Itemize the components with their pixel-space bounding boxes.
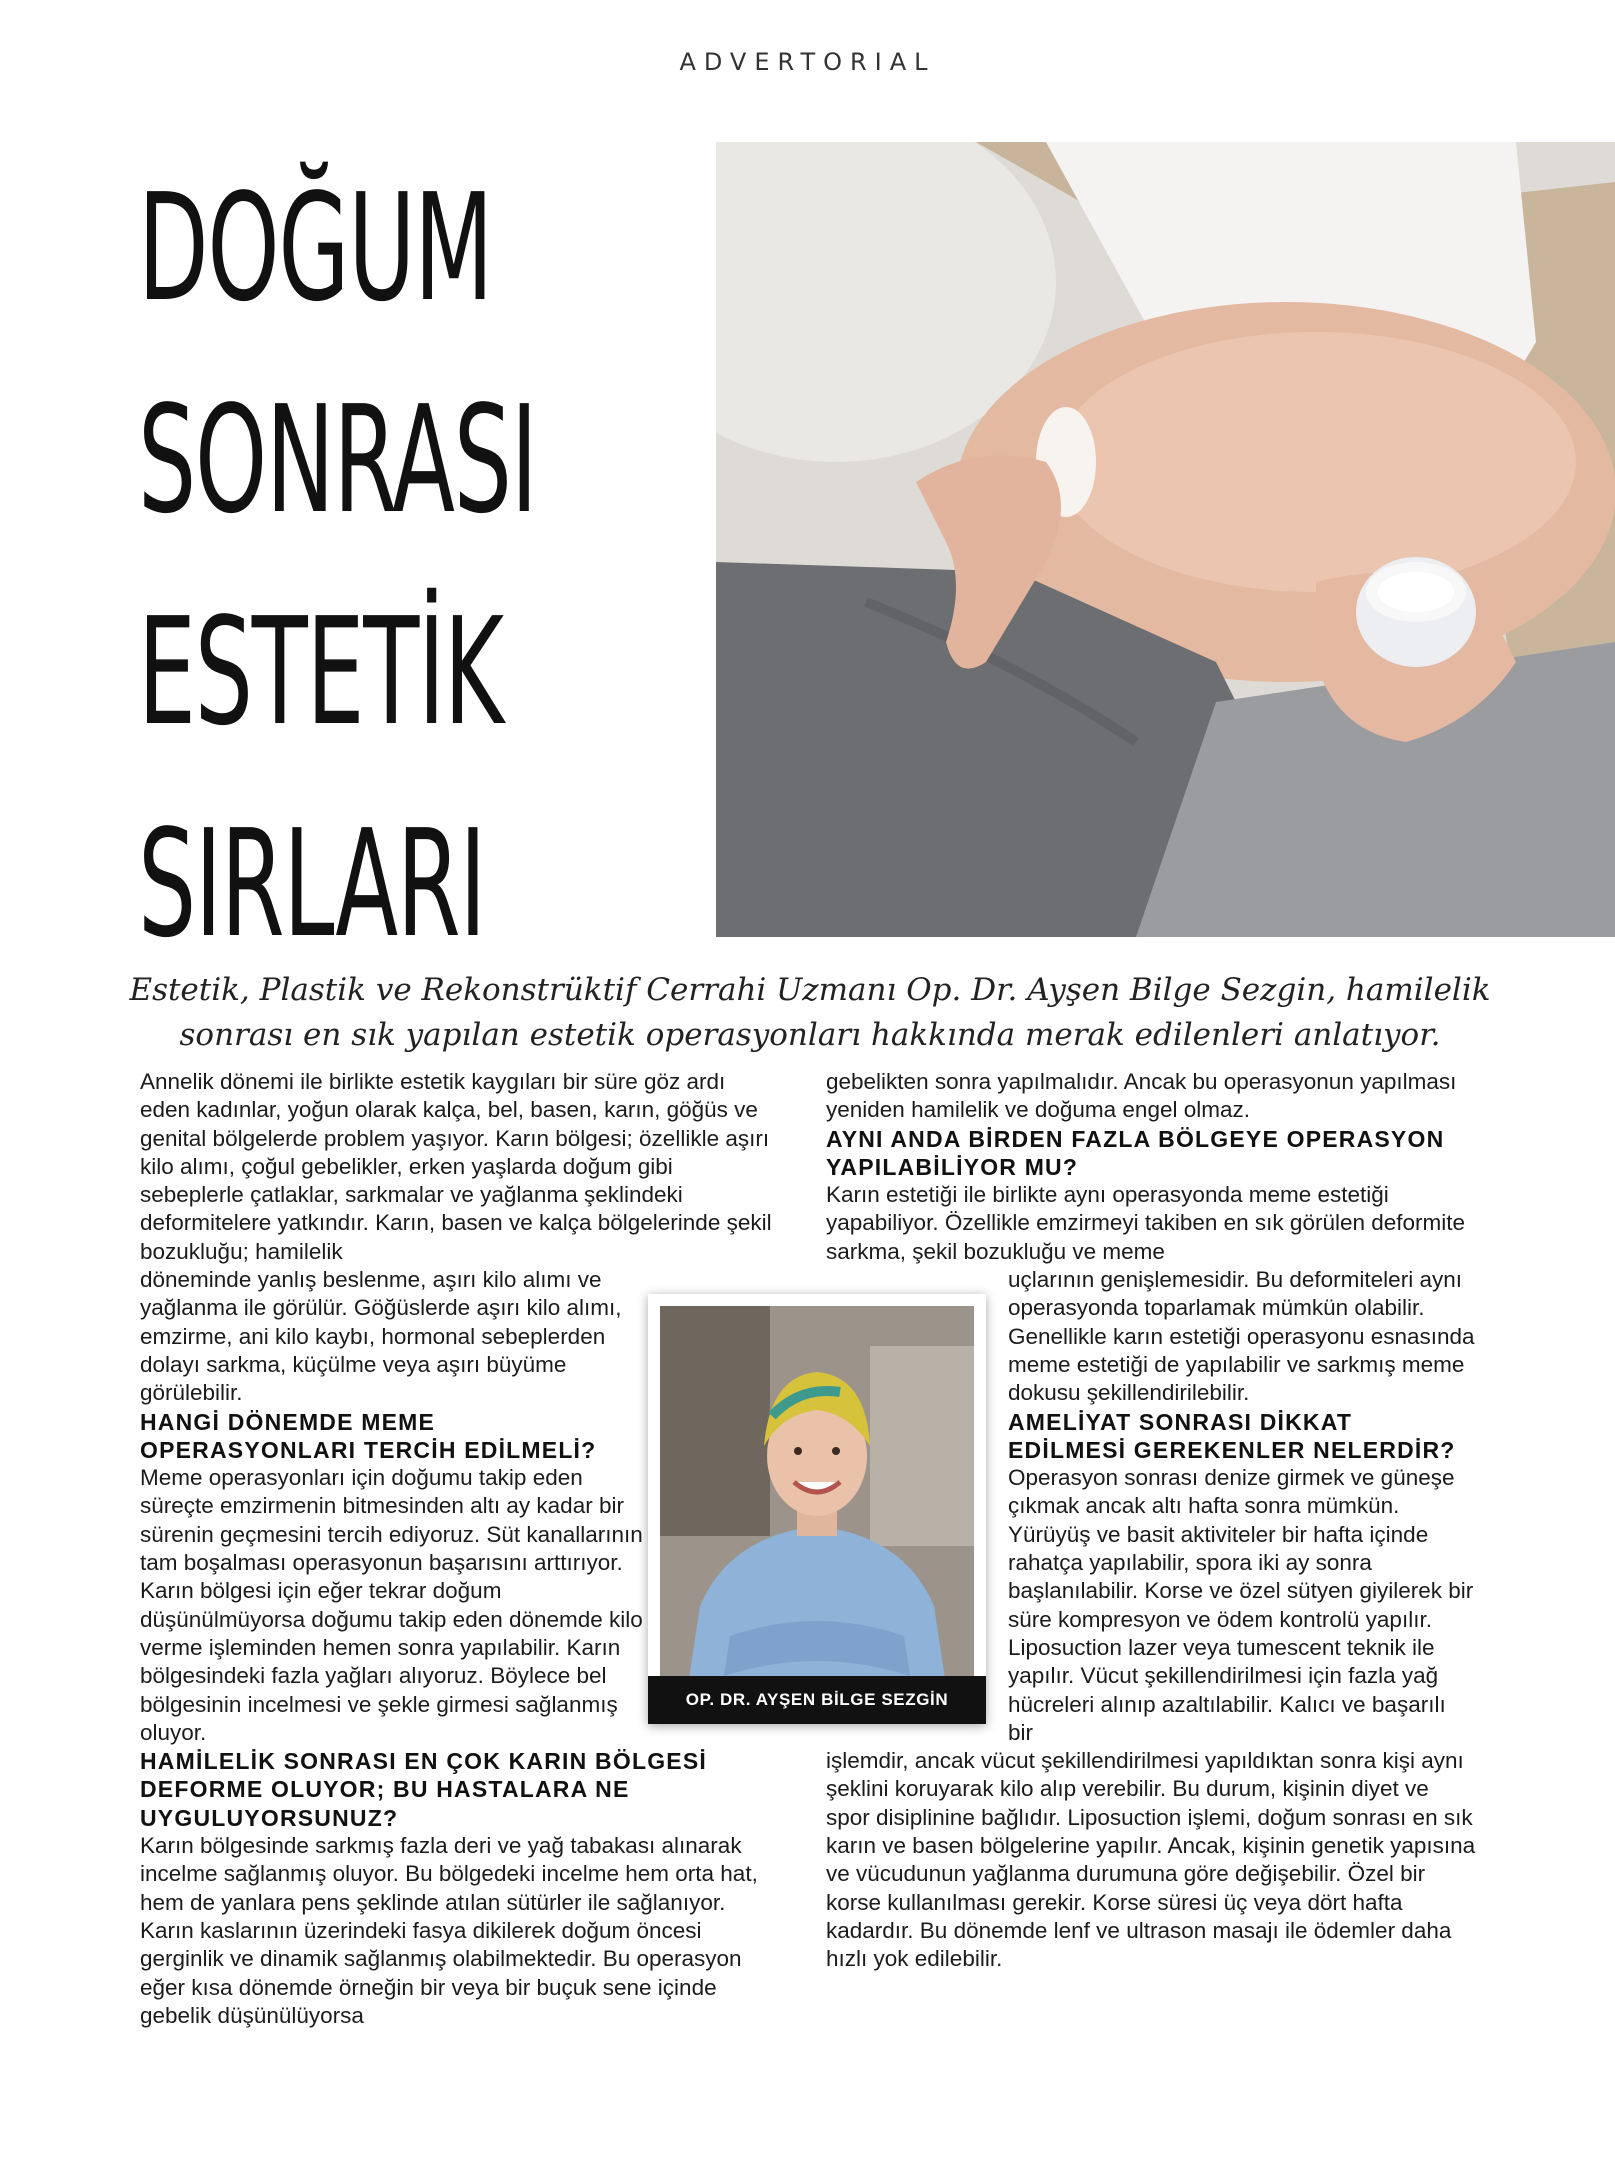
doctor-portrait-card — [648, 1294, 986, 1724]
right-paragraph-1: gebelikten sonra yapılmalıdır. Ancak bu operasyonun yapılması yeniden hamilelik ve doğuma engel olmaz. — [826, 1069, 1457, 1123]
left-paragraph-1: Annelik dönemi ile birlikte estetik kaygıları bir süre göz ardı eden kadınlar, yoğun olarak kalça, bel, basen, karın, göğüs ve genital bölgelerde problem yaşıyor. Karın bölgesi; özellikle aşırı kilo alımı, çoğul gebelikler, erken yaşlarda doğum gibi sebeplerle çatlaklar, sarkmalar ve yağlanma şeklindeki deformitelere yatkındır. Karın, basen ve kalça bölgelerinde şekil bozukluğu; hamilelik — [140, 1069, 772, 1264]
headline-line-1: DOĞUM — [138, 162, 493, 334]
headline-line-2: SONRASI — [138, 374, 537, 546]
article-standfirst — [110, 968, 1510, 1058]
headline-line-4: SIRLARI — [138, 798, 486, 970]
headline-line-3: ESTETİK — [138, 586, 503, 758]
left-paragraph-3: Karın bölgesinde sarkmış fazla deri ve yağ tabakası alınarak incelme sağlanmış oluyor. Bu bölgedeki incelme hem orta hat, hem de yanlara pens şeklinde atılan sütürler ile sağlanıyor. Karın kaslarının üzerindeki fasya dikilerek doğum öncesi gerginlik ve dinamik sağlanmış olabilmektedir. Bu operasyon eğer kısa dönemde örneğin bir veya bir buçuk sene içinde gebelik düşünülüyorsa — [140, 1833, 758, 2028]
hero-photo — [716, 142, 1615, 937]
left-heading-2: HAMİLELİK SONRASI EN ÇOK KARIN BÖLGESİ DEFORME OLUYOR; BU HASTALARA NE UYGULUYORSUNUZ? — [140, 1748, 707, 1831]
doctor-portrait-illustration — [660, 1306, 974, 1712]
article-headline — [138, 142, 537, 990]
standfirst-line-1: Estetik, Plastik ve Rekonstrüktif Cerrahi Uzmanı Op. Dr. Ayşen Bilge Sezgin, hamilelik — [129, 972, 1491, 1008]
right-paragraph-2-continued: uçlarının genişlemesidir. Bu deformiteleri aynı operasyonda toparlamak mümkün olabilir. Genellikle karın estetiği operasyonu esnasında meme estetiği de yapılabilir ve sarkmış meme dokusu şekillendirilebilir. — [1008, 1267, 1475, 1406]
left-heading-1: HANGİ DÖNEMDE MEME OPERASYONLARI TERCİH EDİLMELİ? — [140, 1408, 597, 1463]
doctor-portrait-photo — [660, 1306, 974, 1712]
hero-illustration — [716, 142, 1615, 937]
right-paragraph-3: Operasyon sonrası denize girmek ve güneşe çıkmak ancak altı hafta sonra mümkün. Yürüyüş ve basit aktiviteler bir hafta içinde rahatça yapılabilir, spora iki ay sonra başlanılabilir. Korse ve özel sütyen giyilerek bir süre kompresyon ve ödem kontrolü yapılır. Liposuction lazer veya tumescent teknik ile yapılır. Vücut şekillendirilmesi için fazla yağ hücreleri alınıp azaltılabilir. Kalıcı ve başarılı bir — [1008, 1465, 1474, 1745]
right-paragraph-2: Karın estetiği ile birlikte aynı operasyonda meme estetiği yapabiliyor. Özellikle emzirmeyi takiben en sık görülen deformite sarkma, şekil bozukluğu ve meme — [826, 1182, 1466, 1264]
left-paragraph-2: Meme operasyonları için doğumu takip eden süreçte emzirmenin bitmesinden altı ay kadar bir sürenin geçmesini tercih ediyoruz. Süt kanallarının tam boşalması operasyonun başarısını arttırıyor. Karın bölgesi için eğer tekrar doğum düşünülmüyorsa doğumu takip eden dönemde kilo verme işleminden hemen sonra yapılabilir. Karın bölgesindeki fazla yağları alıyoruz. Böylece bel bölgesinin incelmesi ve şekle girmesi sağlanmış oluyor. — [140, 1465, 643, 1745]
doctor-portrait-caption: OP. DR. AYŞEN BİLGE SEZGİN — [648, 1676, 986, 1724]
right-paragraph-4: işlemdir, ancak vücut şekillendirilmesi yapıldıktan sonra kişi aynı şeklini koruyarak kilo alıp verebilir. Bu durum, kişinin diyet ve spor disiplinine bağlıdır. Liposuction işlemi, doğum sonrası en sık karın ve basen bölgelerine yapılır. Ancak, kişinin genetik yapısına ve vücudunun yağlanma durumuna göre değişebilir. Özel bir korse kullanılması gerekir. Korse süresi üç veya dört hafta kadardır. Bu dönemde lenf ve ultrason masajı ile ödemler daha hızlı yok edilebilir. — [826, 1748, 1476, 1972]
right-heading-1: AYNI ANDA BİRDEN FAZLA BÖLGEYE OPERASYON YAPILABİLİYOR MU? — [826, 1125, 1445, 1180]
left-paragraph-1-continued: döneminde yanlış beslenme, aşırı kilo alımı ve yağlanma ile görülür. Göğüslerde aşırı kilo alımı, emzirme, ani kilo kaybı, hormonal sebeplerden dolayı sarkma, küçülme veya aşırı büyüme görülebilir. — [140, 1267, 622, 1406]
right-heading-2: AMELİYAT SONRASI DİKKAT EDİLMESİ GEREKENLER NELERDİR? — [1008, 1408, 1456, 1463]
standfirst-line-2: sonrası en sık yapılan estetik operasyonları hakkında merak edilenleri anlatıyor. — [179, 1017, 1441, 1053]
section-kicker: ADVERTORIAL — [679, 48, 936, 76]
